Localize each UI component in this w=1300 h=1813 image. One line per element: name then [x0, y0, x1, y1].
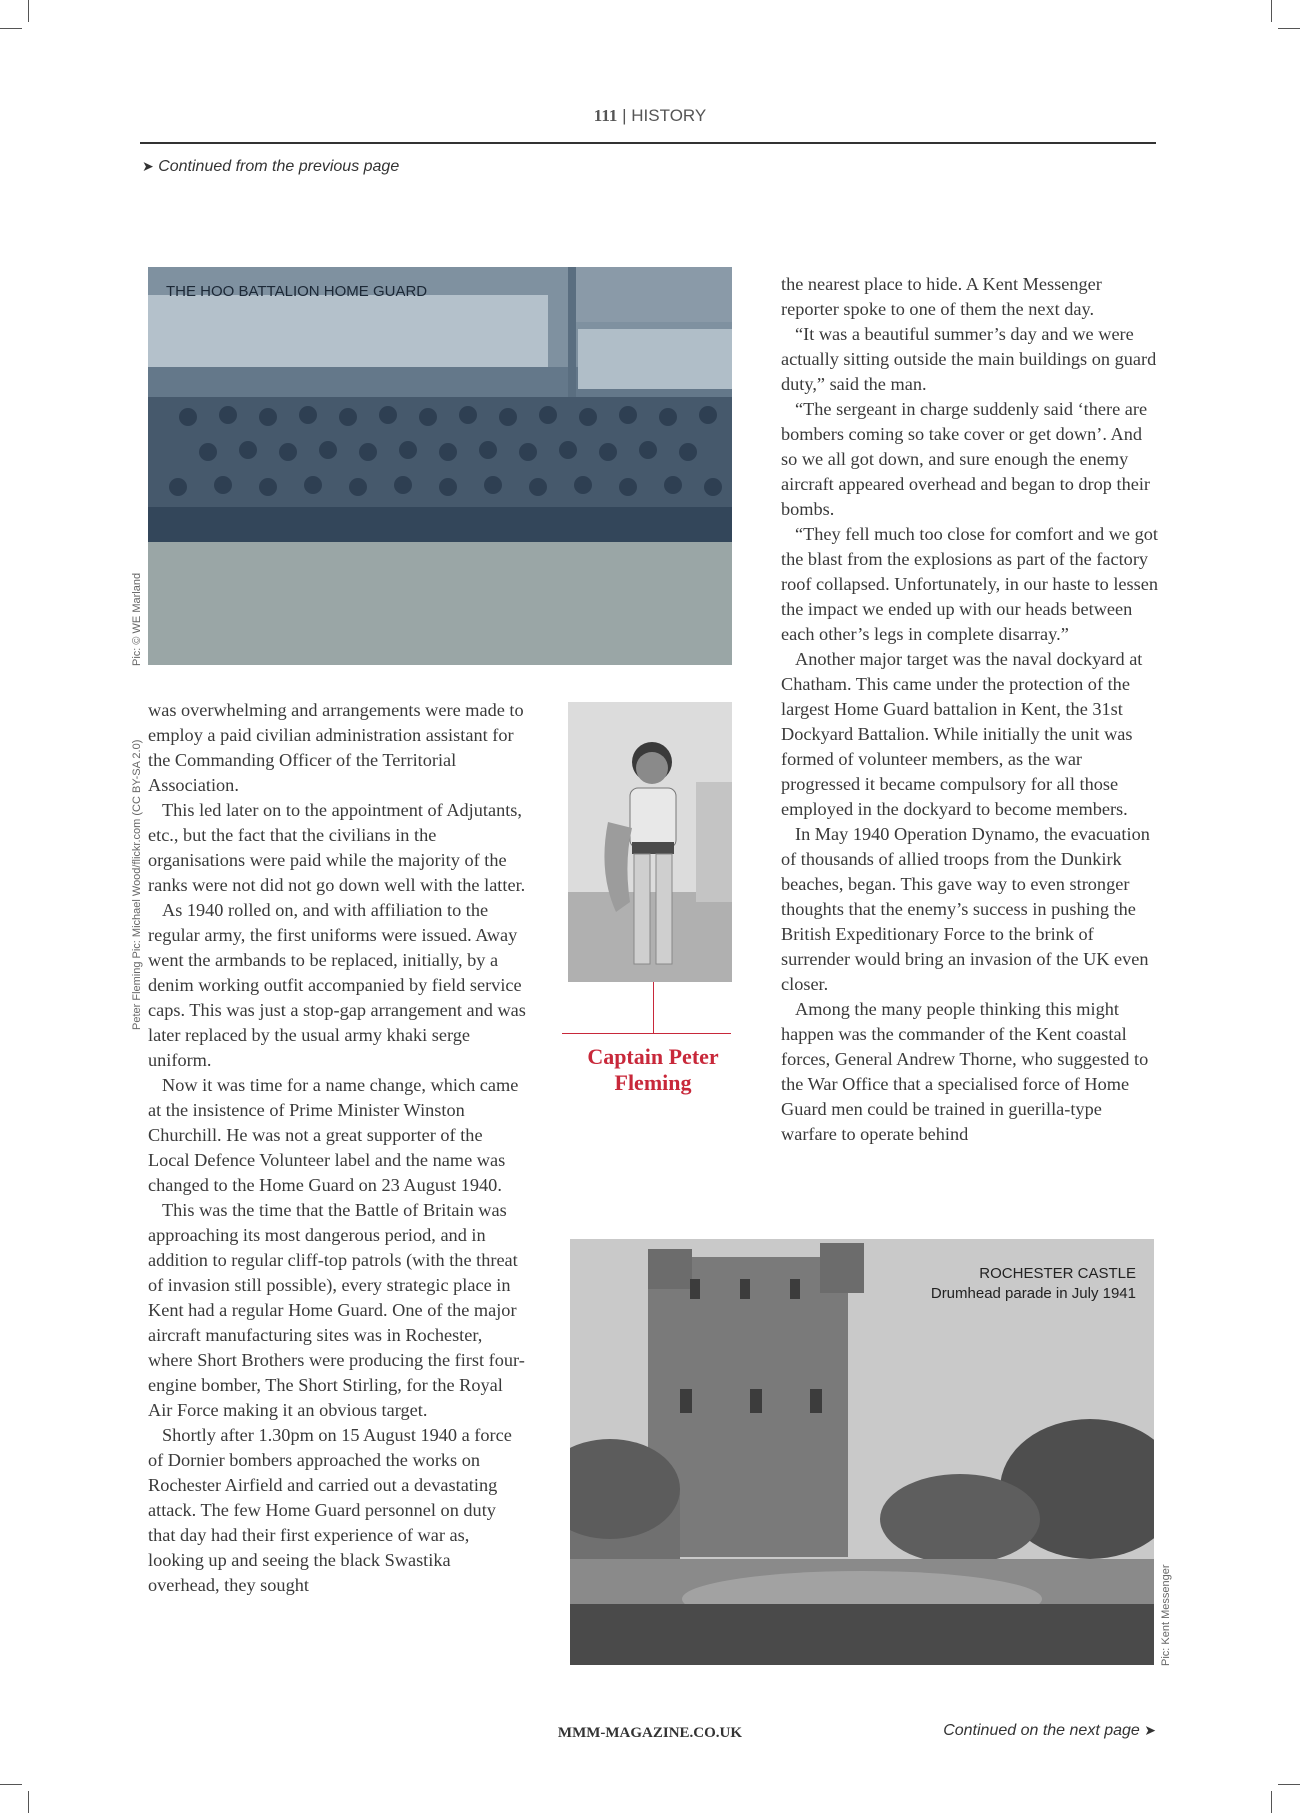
group-photo-illustration [148, 267, 732, 665]
continued-next-note [943, 1722, 1156, 1740]
header-separator: | [622, 106, 627, 125]
crop-mark [1271, 1791, 1272, 1813]
crop-mark [1278, 1784, 1300, 1785]
paragraph: Shortly after 1.30pm on 15 August 1940 a force of Dornier bombers approached the works on Rochester Airfield and carried out a devastating attack. The few Home Guard personnel on duty that day had their first experience of war as, looking up and seeing the black Swastika overhead, they sought [148, 1425, 512, 1595]
castle-photo-caption [931, 1264, 1136, 1304]
fleming-caption-line: Captain Peter [587, 1044, 719, 1069]
hoo-photo-credit: Pic: © WE Marland [131, 572, 143, 666]
fleming-caption [562, 1044, 744, 1096]
paragraph: Now it was time for a name change, which came at the insistence of Prime Minister Winston Churchill. He was not a great supporter of the Local Defence Volunteer label and the name was changed to the Home Guard on 23 August 1940. [148, 1075, 519, 1195]
paragraph: This was the time that the Battle of Britain was approaching its most dangerous period, and in addition to regular cliff-top patrols (with the threat of invasion still possible), every strategic place in Kent had a regular Home Guard. One of the major aircraft manufacturing sites was in Rochester, where Short Brothers were producing the first four-engine bomber, The Short Stirling, for the Royal Air Force making it an obvious target. [148, 1200, 525, 1420]
page-header [0, 106, 1300, 126]
paragraph: Another major target was the naval dockyard at Chatham. This came under the protection of the largest Home Guard battalion in Kent, the 31st Dockyard Battalion. While initially the unit was formed of volunteer members, as the war progressed it became compulsory for all those employed in the dockyard to become members. [781, 649, 1143, 819]
caption-leader-line [653, 982, 654, 1033]
crop-mark [28, 0, 29, 22]
crop-mark [1271, 0, 1272, 22]
paragraph: was overwhelming and arrangements were made to employ a paid civilian administration assistant for the Commanding Officer of the Territorial Association. [148, 700, 524, 795]
caption-rule [562, 1033, 731, 1034]
paragraph: “It was a beautiful summer’s day and we were actually sitting outside the main buildings on guard duty,” said the man. [781, 324, 1157, 394]
paragraph: This led later on to the appointment of Adjutants, etc., but the fact that the civilians in the organisations were paid while the majority of the ranks were not did not go down well with the latter. [148, 800, 526, 895]
section-title: HISTORY [631, 106, 707, 125]
castle-caption-title: ROCHESTER CASTLE [979, 1265, 1136, 1282]
continued-from-note [142, 158, 399, 176]
article-column-left [148, 698, 526, 1598]
footer-website: MMM-MAGAZINE.CO.UK [557, 1725, 743, 1741]
paragraph: “They fell much too close for comfort and we got the blast from the explosions as part of the factory roof collapsed. Unfortunately, in our haste to lessen the impact we ended up with our heads between each other’s legs in complete disarray.” [781, 524, 1159, 644]
paragraph: “The sergeant in charge suddenly said ‘there are bombers coming so take cover or get down’. And so we all got down, and sure enough the enemy aircraft appeared overhead and began to drop their bombs. [781, 399, 1150, 519]
hoo-photo-caption: THE HOO BATTALION HOME GUARD [166, 283, 428, 300]
article-column-right [781, 272, 1159, 1147]
photo-peter-fleming [568, 702, 732, 982]
paragraph: Among the many people thinking this might happen was the commander of the Kent coastal forces, General Andrew Thorne, who suggested to the War Office that a specialised force of Home Guard men could be trained in guerilla-type warfare to operate behind [781, 999, 1149, 1144]
continued-next-text: Continued on the next page [943, 1722, 1140, 1739]
paragraph: the nearest place to hide. A Kent Messenger reporter spoke to one of them the next day. [781, 274, 1102, 319]
castle-caption-subtitle: Drumhead parade in July 1941 [930, 1285, 1136, 1302]
header-rule [140, 142, 1156, 144]
crop-mark [0, 28, 22, 29]
castle-photo-credit: Pic: Kent Messenger [1160, 1564, 1172, 1666]
continued-from-text: Continued from the previous page [158, 158, 400, 175]
arrow-right-icon: ➤ [142, 158, 154, 174]
photo-hoo-battalion [148, 267, 732, 665]
fleming-caption-line: Fleming [614, 1070, 692, 1095]
page-number: 111 [593, 106, 618, 125]
fleming-photo-credit: Peter Fleming Pic: Michael Wood/flickr.com (CC BY-SA 2.0) [131, 739, 143, 1030]
paragraph: In May 1940 Operation Dynamo, the evacuation of thousands of allied troops from the Dunkirk beaches, began. This gave way to even stronger thoughts that the enemy’s success in pushing the British Expeditionary Force to the brink of surrender would bring an invasion of the UK even closer. [781, 824, 1150, 994]
crop-mark [0, 1784, 22, 1785]
crop-mark [1278, 28, 1300, 29]
portrait-illustration [568, 702, 732, 982]
arrow-right-icon: ➤ [1144, 1722, 1156, 1738]
paragraph: As 1940 rolled on, and with affiliation to the regular army, the first uniforms were issued. Away went the armbands to be replaced, initially, by a denim working outfit accompanied by field service caps. This was just a stop-gap arrangement and was later replaced by the usual army khaki serge uniform. [148, 900, 526, 1070]
crop-mark [28, 1791, 29, 1813]
